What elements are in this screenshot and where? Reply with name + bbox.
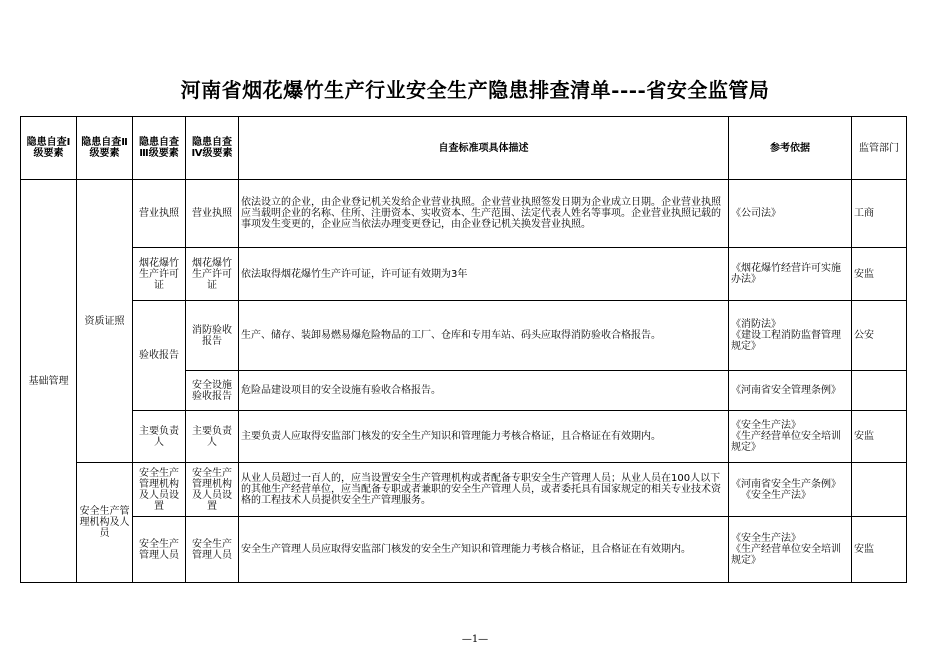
level4-cell: 主要负责人 (186, 411, 239, 463)
department-cell: 安监 (852, 248, 907, 301)
description-cell: 生产、储存、装卸易燃易爆危险物品的工厂、仓库和专用车站、码头应取得消防验收合格报告。 (239, 301, 729, 371)
reference-line: 《消防法》 (731, 319, 781, 330)
table-row (21, 517, 907, 583)
reference-line: 《公司法》 (731, 208, 781, 219)
reference-line: 《安全生产法》 (731, 420, 801, 431)
reference-line: 《建设工程消防监督管理规定》 (731, 330, 841, 352)
reference-line: 《安全生产法》 (731, 533, 801, 544)
reference-cell (729, 301, 852, 371)
header-description: 自查标准项具体描述 (239, 117, 729, 180)
reference-cell (729, 517, 852, 583)
description-cell: 依法取得烟花爆竹生产许可证，许可证有效期为3年 (239, 248, 729, 301)
header-level4: 隐患自查Ⅳ级要素 (186, 117, 239, 180)
level4-cell: 安全生产管理机构及人员设置 (186, 463, 239, 517)
reference-line: 《河南省安全生产条例》 (731, 478, 841, 490)
description-cell: 依法设立的企业，由企业登记机关发给企业营业执照。企业营业执照签发日期为企业成立日期。企业营业执照应当载明企业的名称、住所、注册资本、实收资本、生产范围、法定代表人姓名等事项。企业营业执照记载的事项发生变更的，企业应当依法办理变更登记，由企业登记机关换发营业执照。 (239, 180, 729, 248)
description-cell: 安全生产管理人员应取得安监部门核发的安全生产知识和管理能力考核合格证，且合格证在有效期内。 (239, 517, 729, 583)
table-row (21, 180, 907, 248)
description-cell: 危险品建设项目的安全设施有验收合格报告。 (239, 371, 729, 411)
reference-cell (729, 248, 852, 301)
reference-cell (729, 411, 852, 463)
description-cell: 主要负责人应取得安监部门核发的安全生产知识和管理能力考核合格证，且合格证在有效期内。 (239, 411, 729, 463)
level3-cell: 主要负责人 (133, 411, 186, 463)
department-cell: 安监 (852, 411, 907, 463)
level2-safety-org: 安全生产管理机构及人员 (77, 463, 133, 583)
department-cell: 工商 (852, 180, 907, 248)
header-department: 监管部门 (852, 117, 907, 180)
department-cell: 安监 (852, 517, 907, 583)
reference-line: 《河南省安全管理条例》 (731, 385, 841, 396)
header-level1: 隐患自查Ⅰ级要素 (21, 117, 77, 180)
page-title: 河南省烟花爆竹生产行业安全生产隐患排查清单----省安全监管局 (180, 78, 770, 102)
level4-cell: 安全设施验收报告 (186, 371, 239, 411)
hazard-checklist-table (20, 116, 907, 583)
reference-cell (729, 180, 852, 248)
level3-cell: 营业执照 (133, 180, 186, 248)
reference-cell (729, 371, 852, 411)
reference-line: 《生产经营单位安全培训规定》 (731, 544, 841, 566)
level4-cell: 安全生产管理人员 (186, 517, 239, 583)
level4-cell: 营业执照 (186, 180, 239, 248)
reference-line: 《烟花爆竹经营许可实施办法》 (731, 263, 841, 285)
department-cell: 公安 (852, 301, 907, 371)
header-level3: 隐患自查Ⅲ级要素 (133, 117, 186, 180)
description-cell: 从业人员超过一百人的，应当设置安全生产管理机构或者配备专职安全生产管理人员；从业人员在100人以下的其他生产经营单位，应当配备专职或者兼职的安全生产管理人员，或者委托具有国家规定的相关专业技术资格的工程技术人员提供安全生产管理服务。 (239, 463, 729, 517)
level3-cell: 安全生产管理机构及人员设置 (133, 463, 186, 517)
reference-line: 《生产经营单位安全培训规定》 (731, 431, 841, 453)
level1-basic-management: 基础管理 (21, 180, 77, 583)
level2-qualification: 资质证照 (77, 180, 133, 463)
department-cell (852, 371, 907, 411)
level3-cell: 烟花爆竹生产许可证 (133, 248, 186, 301)
reference-cell (729, 463, 852, 517)
page-number: —1— (461, 634, 489, 645)
department-cell (852, 463, 907, 517)
header-level2: 隐患自查Ⅱ级要素 (77, 117, 133, 180)
header-row (21, 117, 907, 180)
table-row (21, 411, 907, 463)
level4-cell: 烟花爆竹生产许可证 (186, 248, 239, 301)
level4-cell: 消防验收报告 (186, 301, 239, 371)
header-reference: 参考依据 (729, 117, 852, 180)
table-row (21, 301, 907, 371)
table-row (21, 248, 907, 301)
level3-acceptance-report: 验收报告 (133, 301, 186, 411)
table-row (21, 463, 907, 517)
level3-cell: 安全生产管理人员 (133, 517, 186, 583)
reference-line: 《安全生产法》 (741, 489, 811, 501)
